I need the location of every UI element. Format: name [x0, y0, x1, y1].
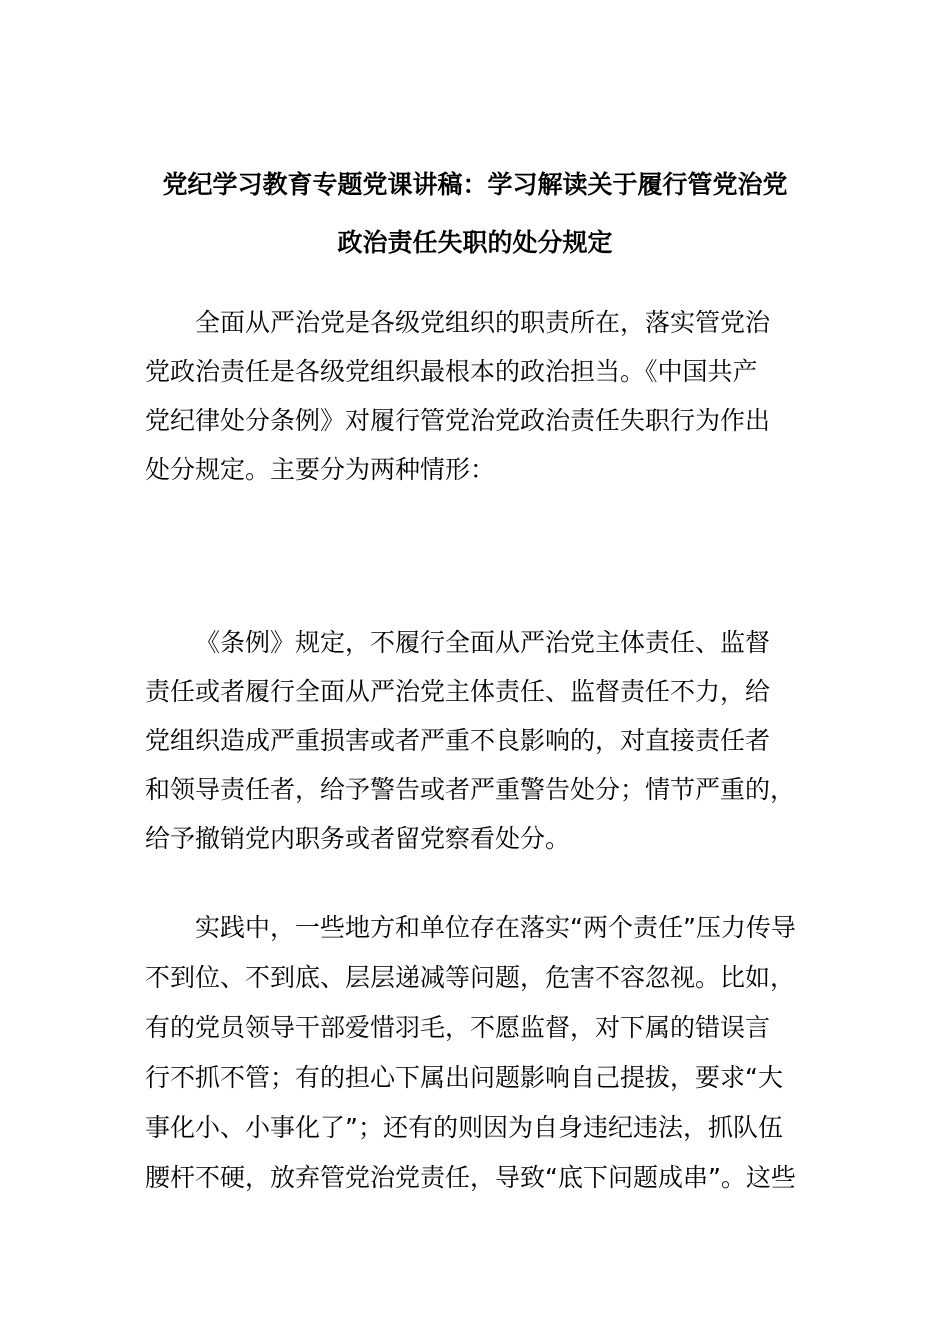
paragraph-line: 腰杆不硬，放弃管党治党责任，导致“底下问题成串”。这些 — [145, 1163, 796, 1192]
paragraph-line: 全面从严治党是各级党组织的职责所在，落实管党治 — [195, 308, 771, 337]
paragraph-line: 党纪律处分条例》对履行管党治党政治责任失职行为作出 — [145, 406, 771, 435]
paragraph-line: 责任或者履行全面从严治党主体责任、监督责任不力，给 — [145, 677, 771, 706]
paragraph-line: 党政治责任是各级党组织最根本的政治担当。《中国共产 — [145, 357, 758, 386]
paragraph-2 — [145, 618, 810, 863]
paragraph-1 — [145, 298, 810, 494]
paragraph-line: 实践中，一些地方和单位存在落实“两个责任”压力传导 — [195, 913, 796, 942]
title-line-1: 党纪学习教育专题党课讲稿：学习解读关于履行管党治党 — [162, 170, 788, 199]
paragraph-3 — [145, 903, 810, 1203]
paragraph-line: 事化小、小事化了”；还有的则因为自身违纪违法，抓队伍 — [145, 1113, 783, 1142]
title-line-2: 政治责任失职的处分规定 — [337, 228, 613, 257]
paragraph-line: 和领导责任者，给予警告或者严重警告处分；情节严重的， — [145, 775, 796, 804]
paragraph-line: 不到位、不到底、层层递减等问题，危害不容忽视。比如， — [145, 963, 796, 992]
paragraph-line: 《条例》规定，不履行全面从严治党主体责任、监督 — [195, 628, 771, 657]
paragraph-line: 有的党员领导干部爱惜羽毛，不愿监督，对下属的错误言 — [145, 1013, 771, 1042]
paragraph-line: 行不抓不管；有的担心下属出问题影响自己提拔，要求“大 — [145, 1063, 783, 1092]
paragraph-line: 给予撤销党内职务或者留党察看处分。 — [145, 824, 571, 853]
paragraph-line: 处分规定。主要分为两种情形： — [145, 455, 496, 484]
document-title — [120, 156, 830, 272]
paragraph-line: 党组织造成严重损害或者严重不良影响的，对直接责任者 — [145, 726, 771, 755]
